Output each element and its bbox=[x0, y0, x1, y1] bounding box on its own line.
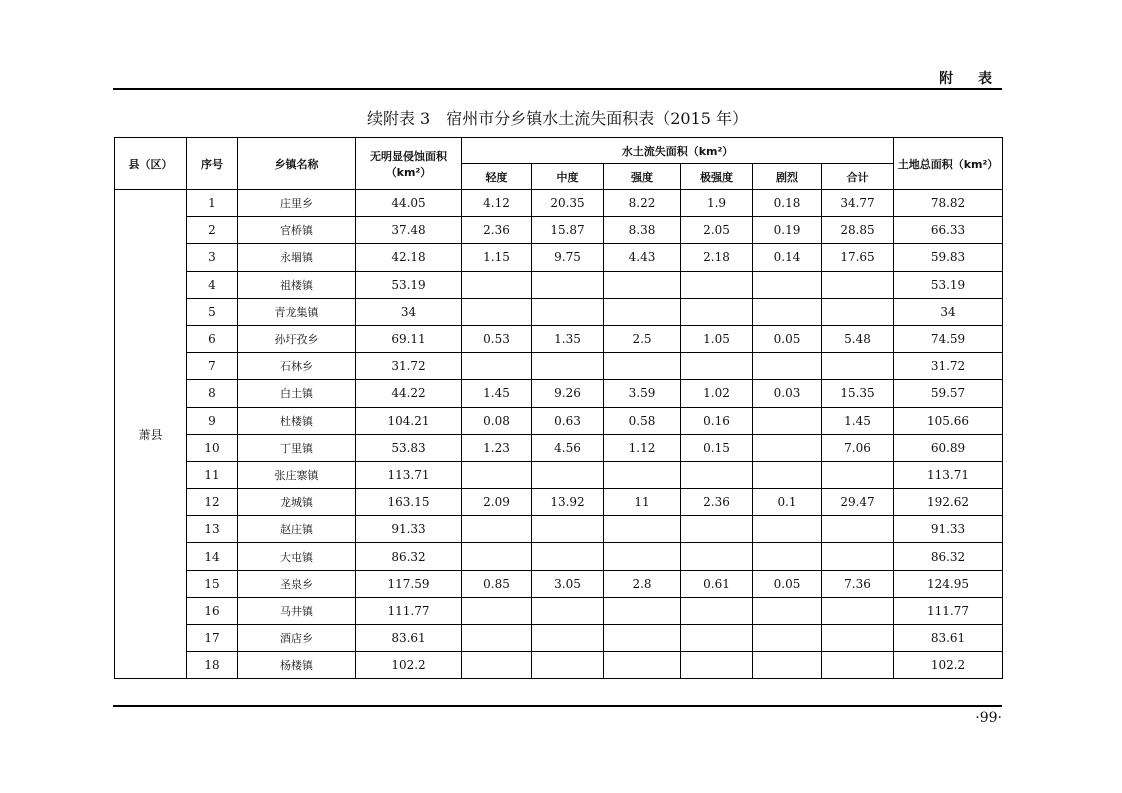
cell-total: 15.35 bbox=[822, 380, 894, 407]
cell-town: 庄里乡 bbox=[238, 190, 356, 217]
cell-noerosion: 102.2 bbox=[356, 652, 462, 679]
cell-light bbox=[462, 516, 532, 543]
cell-no: 13 bbox=[187, 516, 238, 543]
cell-light bbox=[462, 625, 532, 652]
cell-total: 1.45 bbox=[822, 407, 894, 434]
cell-town: 祖楼镇 bbox=[238, 271, 356, 298]
cell-land: 31.72 bbox=[894, 353, 1003, 380]
table-row bbox=[115, 244, 1003, 271]
cell-moderate: 15.87 bbox=[532, 217, 604, 244]
table-row bbox=[115, 516, 1003, 543]
cell-noerosion: 83.61 bbox=[356, 625, 462, 652]
cell-moderate: 9.75 bbox=[532, 244, 604, 271]
cell-verystrong bbox=[681, 353, 753, 380]
cell-strong bbox=[604, 597, 681, 624]
cell-verystrong bbox=[681, 461, 753, 488]
cell-land: 83.61 bbox=[894, 625, 1003, 652]
cell-noerosion: 111.77 bbox=[356, 597, 462, 624]
cell-land: 78.82 bbox=[894, 190, 1003, 217]
cell-land: 34 bbox=[894, 298, 1003, 325]
cell-total: 7.36 bbox=[822, 570, 894, 597]
cell-light bbox=[462, 543, 532, 570]
cell-land: 74.59 bbox=[894, 325, 1003, 352]
county-cell: 萧县 bbox=[115, 190, 187, 679]
cell-severe bbox=[753, 434, 822, 461]
cell-town: 官桥镇 bbox=[238, 217, 356, 244]
cell-strong: 3.59 bbox=[604, 380, 681, 407]
cell-verystrong bbox=[681, 516, 753, 543]
cell-severe bbox=[753, 652, 822, 679]
cell-total: 28.85 bbox=[822, 217, 894, 244]
cell-verystrong: 1.05 bbox=[681, 325, 753, 352]
table-row bbox=[115, 625, 1003, 652]
header-land-total: 土地总面积（km²） bbox=[894, 138, 1003, 190]
header-light: 轻度 bbox=[462, 164, 532, 190]
cell-town: 青龙集镇 bbox=[238, 298, 356, 325]
cell-town: 孙圩孜乡 bbox=[238, 325, 356, 352]
cell-no: 12 bbox=[187, 489, 238, 516]
cell-town: 白土镇 bbox=[238, 380, 356, 407]
cell-moderate: 9.26 bbox=[532, 380, 604, 407]
cell-town: 张庄寨镇 bbox=[238, 461, 356, 488]
cell-noerosion: 117.59 bbox=[356, 570, 462, 597]
cell-strong: 8.38 bbox=[604, 217, 681, 244]
cell-no: 6 bbox=[187, 325, 238, 352]
cell-light bbox=[462, 353, 532, 380]
cell-strong: 2.8 bbox=[604, 570, 681, 597]
cell-no: 15 bbox=[187, 570, 238, 597]
cell-land: 59.83 bbox=[894, 244, 1003, 271]
cell-land: 91.33 bbox=[894, 516, 1003, 543]
cell-verystrong bbox=[681, 652, 753, 679]
cell-verystrong bbox=[681, 543, 753, 570]
cell-no: 10 bbox=[187, 434, 238, 461]
cell-no: 17 bbox=[187, 625, 238, 652]
table-row bbox=[115, 434, 1003, 461]
cell-verystrong: 0.61 bbox=[681, 570, 753, 597]
cell-total: 5.48 bbox=[822, 325, 894, 352]
header-strong: 强度 bbox=[604, 164, 681, 190]
cell-total bbox=[822, 353, 894, 380]
cell-moderate bbox=[532, 298, 604, 325]
header-rule bbox=[113, 88, 1002, 90]
cell-strong bbox=[604, 543, 681, 570]
cell-light: 1.23 bbox=[462, 434, 532, 461]
cell-no: 9 bbox=[187, 407, 238, 434]
cell-town: 大屯镇 bbox=[238, 543, 356, 570]
cell-town: 丁里镇 bbox=[238, 434, 356, 461]
table-row bbox=[115, 380, 1003, 407]
cell-total: 29.47 bbox=[822, 489, 894, 516]
cell-severe: 0.05 bbox=[753, 325, 822, 352]
header-total: 合计 bbox=[822, 164, 894, 190]
cell-total bbox=[822, 543, 894, 570]
cell-noerosion: 53.83 bbox=[356, 434, 462, 461]
cell-no: 16 bbox=[187, 597, 238, 624]
header-town: 乡镇名称 bbox=[238, 138, 356, 190]
header-no: 序号 bbox=[187, 138, 238, 190]
cell-noerosion: 44.22 bbox=[356, 380, 462, 407]
cell-severe: 0.1 bbox=[753, 489, 822, 516]
cell-verystrong: 0.16 bbox=[681, 407, 753, 434]
cell-noerosion: 113.71 bbox=[356, 461, 462, 488]
cell-severe bbox=[753, 271, 822, 298]
cell-severe bbox=[753, 543, 822, 570]
cell-land: 105.66 bbox=[894, 407, 1003, 434]
cell-moderate: 3.05 bbox=[532, 570, 604, 597]
cell-no: 11 bbox=[187, 461, 238, 488]
cell-noerosion: 69.11 bbox=[356, 325, 462, 352]
cell-light: 1.45 bbox=[462, 380, 532, 407]
cell-light: 2.36 bbox=[462, 217, 532, 244]
table-row bbox=[115, 217, 1003, 244]
cell-no: 8 bbox=[187, 380, 238, 407]
cell-moderate: 0.63 bbox=[532, 407, 604, 434]
cell-severe bbox=[753, 461, 822, 488]
cell-strong bbox=[604, 298, 681, 325]
cell-total bbox=[822, 625, 894, 652]
cell-verystrong bbox=[681, 271, 753, 298]
cell-verystrong bbox=[681, 625, 753, 652]
cell-strong bbox=[604, 461, 681, 488]
cell-town: 石林乡 bbox=[238, 353, 356, 380]
cell-moderate bbox=[532, 271, 604, 298]
cell-light: 0.53 bbox=[462, 325, 532, 352]
table-row bbox=[115, 652, 1003, 679]
cell-land: 111.77 bbox=[894, 597, 1003, 624]
cell-severe bbox=[753, 407, 822, 434]
header-severe: 剧烈 bbox=[753, 164, 822, 190]
table-row bbox=[115, 597, 1003, 624]
cell-noerosion: 42.18 bbox=[356, 244, 462, 271]
cell-strong: 2.5 bbox=[604, 325, 681, 352]
cell-severe: 0.14 bbox=[753, 244, 822, 271]
table-title: 续附表 3 宿州市分乡镇水土流失面积表（2015 年） bbox=[366, 109, 749, 128]
cell-land: 66.33 bbox=[894, 217, 1003, 244]
table-row bbox=[115, 298, 1003, 325]
cell-noerosion: 163.15 bbox=[356, 489, 462, 516]
cell-verystrong: 2.36 bbox=[681, 489, 753, 516]
cell-light: 0.08 bbox=[462, 407, 532, 434]
page-number: ·99· bbox=[975, 710, 1002, 726]
cell-verystrong: 2.05 bbox=[681, 217, 753, 244]
table-row bbox=[115, 461, 1003, 488]
cell-land: 102.2 bbox=[894, 652, 1003, 679]
cell-no: 4 bbox=[187, 271, 238, 298]
header-no-erosion: 无明显侵蚀面积（km²） bbox=[356, 138, 462, 190]
cell-total bbox=[822, 516, 894, 543]
cell-no: 2 bbox=[187, 217, 238, 244]
cell-total bbox=[822, 597, 894, 624]
cell-moderate bbox=[532, 597, 604, 624]
section-header-label: 附 表 bbox=[939, 71, 1002, 87]
cell-land: 192.62 bbox=[894, 489, 1003, 516]
table-row bbox=[115, 190, 1003, 217]
cell-moderate: 13.92 bbox=[532, 489, 604, 516]
cell-land: 124.95 bbox=[894, 570, 1003, 597]
cell-light: 0.85 bbox=[462, 570, 532, 597]
cell-strong bbox=[604, 625, 681, 652]
cell-town: 龙城镇 bbox=[238, 489, 356, 516]
cell-noerosion: 53.19 bbox=[356, 271, 462, 298]
table-row bbox=[115, 570, 1003, 597]
cell-town: 圣泉乡 bbox=[238, 570, 356, 597]
cell-strong bbox=[604, 353, 681, 380]
cell-moderate bbox=[532, 461, 604, 488]
cell-town: 酒店乡 bbox=[238, 625, 356, 652]
table-row bbox=[115, 325, 1003, 352]
cell-verystrong: 1.02 bbox=[681, 380, 753, 407]
cell-verystrong bbox=[681, 298, 753, 325]
cell-total: 7.06 bbox=[822, 434, 894, 461]
cell-severe bbox=[753, 516, 822, 543]
cell-noerosion: 37.48 bbox=[356, 217, 462, 244]
cell-verystrong: 2.18 bbox=[681, 244, 753, 271]
cell-light: 1.15 bbox=[462, 244, 532, 271]
table-body bbox=[115, 190, 1003, 679]
cell-strong bbox=[604, 271, 681, 298]
erosion-area-table bbox=[114, 137, 1003, 679]
cell-total bbox=[822, 652, 894, 679]
cell-severe bbox=[753, 353, 822, 380]
cell-severe: 0.05 bbox=[753, 570, 822, 597]
cell-town: 赵庄镇 bbox=[238, 516, 356, 543]
cell-moderate bbox=[532, 543, 604, 570]
cell-severe bbox=[753, 298, 822, 325]
cell-total bbox=[822, 271, 894, 298]
cell-town: 马井镇 bbox=[238, 597, 356, 624]
cell-verystrong: 1.9 bbox=[681, 190, 753, 217]
cell-strong: 8.22 bbox=[604, 190, 681, 217]
cell-verystrong: 0.15 bbox=[681, 434, 753, 461]
cell-moderate: 1.35 bbox=[532, 325, 604, 352]
cell-noerosion: 86.32 bbox=[356, 543, 462, 570]
cell-total: 17.65 bbox=[822, 244, 894, 271]
cell-strong bbox=[604, 652, 681, 679]
cell-no: 18 bbox=[187, 652, 238, 679]
cell-light: 2.09 bbox=[462, 489, 532, 516]
table-row bbox=[115, 489, 1003, 516]
header-moderate: 中度 bbox=[532, 164, 604, 190]
cell-severe: 0.19 bbox=[753, 217, 822, 244]
cell-moderate bbox=[532, 652, 604, 679]
table-row bbox=[115, 271, 1003, 298]
cell-moderate: 4.56 bbox=[532, 434, 604, 461]
cell-no: 1 bbox=[187, 190, 238, 217]
cell-light bbox=[462, 271, 532, 298]
cell-town: 永堌镇 bbox=[238, 244, 356, 271]
cell-land: 86.32 bbox=[894, 543, 1003, 570]
cell-strong: 1.12 bbox=[604, 434, 681, 461]
header-county: 县（区） bbox=[115, 138, 187, 190]
cell-light bbox=[462, 652, 532, 679]
cell-noerosion: 104.21 bbox=[356, 407, 462, 434]
header-very-strong: 极强度 bbox=[681, 164, 753, 190]
cell-severe: 0.03 bbox=[753, 380, 822, 407]
cell-light: 4.12 bbox=[462, 190, 532, 217]
cell-noerosion: 44.05 bbox=[356, 190, 462, 217]
cell-no: 5 bbox=[187, 298, 238, 325]
cell-strong bbox=[604, 516, 681, 543]
cell-severe bbox=[753, 597, 822, 624]
cell-strong: 0.58 bbox=[604, 407, 681, 434]
table-row bbox=[115, 543, 1003, 570]
cell-land: 113.71 bbox=[894, 461, 1003, 488]
cell-no: 7 bbox=[187, 353, 238, 380]
footer-rule bbox=[113, 705, 1002, 707]
cell-no: 14 bbox=[187, 543, 238, 570]
cell-no: 3 bbox=[187, 244, 238, 271]
cell-severe bbox=[753, 625, 822, 652]
cell-total bbox=[822, 461, 894, 488]
cell-land: 59.57 bbox=[894, 380, 1003, 407]
cell-moderate bbox=[532, 353, 604, 380]
cell-strong: 4.43 bbox=[604, 244, 681, 271]
cell-land: 53.19 bbox=[894, 271, 1003, 298]
cell-severe: 0.18 bbox=[753, 190, 822, 217]
cell-noerosion: 91.33 bbox=[356, 516, 462, 543]
cell-moderate bbox=[532, 625, 604, 652]
cell-verystrong bbox=[681, 597, 753, 624]
table-row bbox=[115, 353, 1003, 380]
header-erosion-group: 水土流失面积（km²） bbox=[462, 138, 894, 164]
cell-light bbox=[462, 298, 532, 325]
cell-strong: 11 bbox=[604, 489, 681, 516]
cell-moderate: 20.35 bbox=[532, 190, 604, 217]
cell-noerosion: 31.72 bbox=[356, 353, 462, 380]
cell-noerosion: 34 bbox=[356, 298, 462, 325]
cell-total: 34.77 bbox=[822, 190, 894, 217]
cell-light bbox=[462, 461, 532, 488]
cell-land: 60.89 bbox=[894, 434, 1003, 461]
cell-light bbox=[462, 597, 532, 624]
cell-town: 杨楼镇 bbox=[238, 652, 356, 679]
table-row bbox=[115, 407, 1003, 434]
cell-total bbox=[822, 298, 894, 325]
cell-town: 杜楼镇 bbox=[238, 407, 356, 434]
cell-moderate bbox=[532, 516, 604, 543]
